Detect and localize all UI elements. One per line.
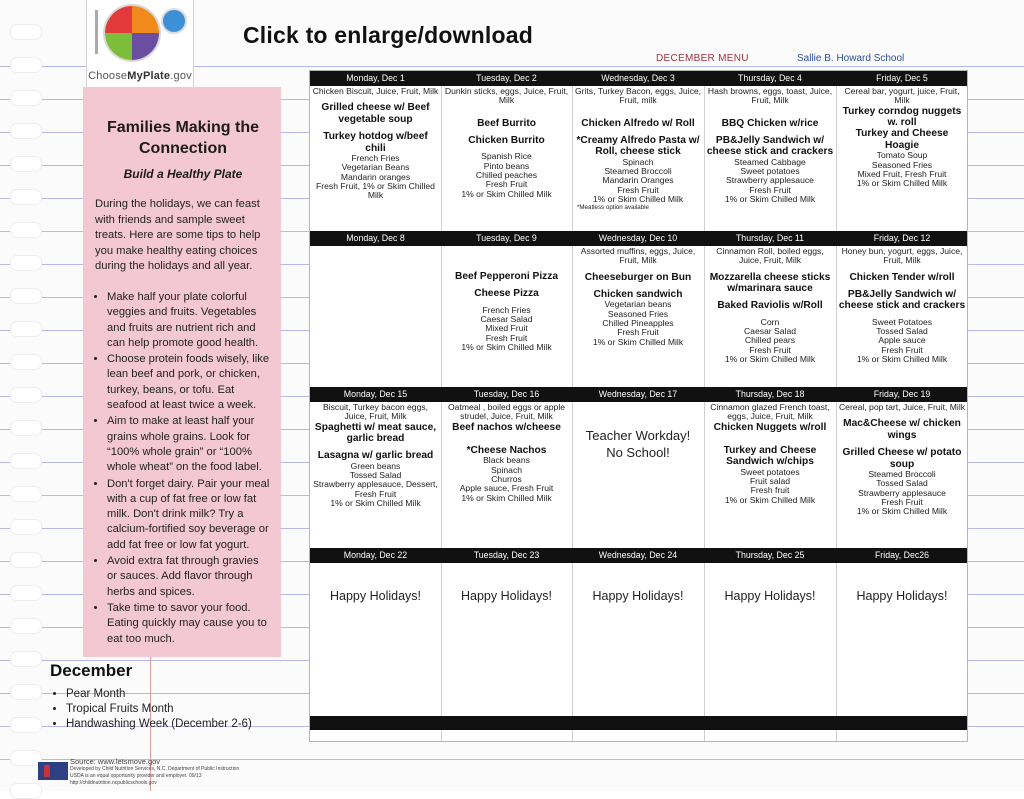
menu-item: Mandarin Oranges: [602, 175, 674, 186]
tip-item: • Take time to savor your food. Eating quickly may cause you to eat too much.: [107, 601, 271, 647]
menu-item: Tossed Salad: [349, 470, 402, 481]
menu-item: 1% or Skim Chilled Milk: [724, 354, 816, 364]
week-header: [310, 71, 967, 86]
holiday-notice: Happy Holidays!: [856, 589, 948, 603]
menu-item: French Fries: [351, 152, 400, 163]
december-observances: [50, 687, 252, 732]
column-divider: [836, 71, 837, 741]
binder-hole: [10, 255, 42, 271]
binder-hole: [10, 552, 42, 568]
entree-item: Chicken Nuggets w/roll: [713, 421, 827, 433]
binder-hole: [10, 123, 42, 139]
entree-item: Mac&Cheese w/ chicken wings: [843, 418, 961, 441]
menu-item: Mixed Fruit: [485, 323, 528, 334]
menu-item: Mandarin oranges: [340, 171, 411, 182]
binder-hole: [10, 585, 42, 601]
entree-item: Beef Burrito: [477, 117, 536, 129]
menu-item: Tossed Salad: [876, 478, 928, 489]
entree-item: BBQ Chicken w/rice: [721, 117, 819, 129]
day-header: Wednesday, Dec 3: [601, 73, 675, 83]
menu-item: Pinto beans: [483, 160, 530, 171]
entree-item: Turkey hotdog w/beef chili: [323, 131, 428, 154]
menu-item: Sweet potatoes: [740, 166, 800, 177]
menu-item: Cinnamon glazed French toast, eggs, Juice, Fruit, Milk: [710, 403, 830, 422]
choosemyplate-logo[interactable]: [86, 0, 194, 94]
menu-item: Fresh Fruit: [617, 327, 659, 338]
binder-hole: [10, 420, 42, 436]
menu-title: DECEMBER MENU: [656, 53, 749, 64]
menu-item: Assorted muffins, eggs, Juice, Fruit, Milk: [580, 247, 696, 266]
column-divider: [704, 71, 705, 741]
menu-item: Strawberry applesauce, Dessert, Fresh Fruit: [313, 479, 438, 499]
column-divider: [441, 71, 442, 741]
binder-hole: [10, 453, 42, 469]
menu-item: Fresh Fruit: [749, 344, 791, 355]
menu-item: Chilled pears: [744, 335, 796, 346]
holiday-notice: Happy Holidays!: [592, 589, 684, 603]
binder-hole: [10, 387, 42, 403]
menu-item: Sweet Potatoes: [871, 316, 933, 327]
entree-item: Chicken sandwich: [593, 289, 683, 300]
menu-item: Spanish Rice: [481, 151, 532, 162]
no-school-notice: Teacher Workday!: [585, 428, 691, 443]
dairy-cup-icon: [161, 8, 187, 34]
menu-item: Honey bun, yogurt, eggs, Juice, Fruit, Milk: [841, 247, 963, 266]
entree-item: PB&Jelly Sandwich w/ cheese stick and crackers: [838, 289, 966, 312]
menu-item: Chilled Pineapples: [602, 318, 674, 328]
menu-item: Seasoned Fries: [607, 308, 669, 319]
binder-hole: [10, 222, 42, 238]
menu-item: Cereal, pop tart, Juice, Fruit, Milk: [838, 403, 966, 412]
menu-item: Sweet potatoes: [740, 466, 800, 477]
menu-item: Steamed Broccoli: [868, 468, 936, 479]
menu-day-cell: [706, 564, 834, 715]
menu-day-cell: [443, 403, 570, 547]
school-name: Sallie B. Howard School: [797, 53, 905, 64]
binder-hole: [10, 783, 42, 799]
menu-item: 1% or Skim Chilled Milk: [330, 498, 421, 508]
day-header: Tuesday, Dec 16: [473, 389, 540, 399]
menu-day-cell: [838, 87, 966, 230]
enlarge-download-link[interactable]: Click to enlarge/download: [243, 22, 533, 48]
binder-hole: [10, 24, 42, 40]
entree-item: *Creamy Alfredo Pasta w/ Roll, cheese stick: [576, 135, 700, 158]
menu-item: Churros: [491, 474, 522, 484]
menu-item: Steamed Broccoli: [604, 166, 672, 177]
menu-day-cell: [443, 247, 570, 386]
menu-item: Fruit salad: [749, 476, 791, 487]
menu-day-cell: [838, 403, 966, 547]
week-header: [310, 548, 967, 563]
menu-item: Spinach: [622, 156, 654, 167]
source-line: Source: www.letsmove.gov: [70, 757, 161, 766]
menu-item: 1% or Skim Chilled Milk: [856, 506, 948, 517]
menu-note: *Meatless option available: [577, 204, 649, 212]
entree-item: Cheeseburger on Bun: [584, 271, 692, 283]
menu-item: 1% or Skim Chilled Milk: [592, 336, 684, 347]
day-header: Monday, Dec 1: [346, 73, 405, 83]
tip-item: • Aim to make at least half your grains whole grains. Look for “100% whole grain” or “100% whole wheat” on the food label.: [107, 414, 271, 475]
menu-item: 1% or Skim Chilled Milk: [461, 342, 552, 352]
entree-item: Chicken Burrito: [468, 135, 545, 146]
entree-item: Grilled Cheese w/ potato soup: [842, 447, 962, 470]
menu-day-cell: [443, 564, 570, 715]
entree-item: Chicken Tender w/roll: [849, 271, 955, 283]
day-header: Friday, Dec26: [874, 550, 930, 560]
menu-item: Apple sauce, Fresh Fruit: [459, 483, 554, 494]
menu-item: Fresh Fruit: [881, 344, 923, 355]
menu-item: 1% or Skim Chilled Milk: [724, 494, 816, 505]
day-header: Monday, Dec 8: [346, 233, 405, 243]
week-header: [310, 387, 967, 402]
menu-day-cell: [574, 403, 702, 547]
fork-icon: [95, 10, 98, 54]
december-heading: December: [50, 661, 133, 680]
source-line: Developed by Child Nutrition Services, N.C. Department of Public Instruction: [70, 766, 240, 772]
menu-item: Spinach: [490, 464, 523, 475]
menu-day-cell: [706, 403, 834, 547]
menu-day-cell: [574, 564, 702, 715]
entree-item: Cheese Pizza: [474, 288, 539, 300]
menu-item: Fresh Fruit: [881, 496, 923, 507]
menu-item: Fresh Fruit: [617, 184, 659, 195]
day-header: Tuesday, Dec 2: [476, 73, 537, 83]
menu-item: Cereal bar, yogurt, juice, Fruit, Milk: [844, 87, 960, 106]
tip-item: • Make half your plate colorful veggies and fruits. Vegetables and fruits are nutrient rich and can help promote good health.: [107, 290, 271, 351]
menu-item: Corn: [760, 316, 780, 327]
entree-item: Turkey and Cheese Sandwich w/chips: [723, 445, 817, 468]
column-divider: [572, 71, 573, 741]
tip-item: • Don't forget dairy. Pair your meal with a cup of fat free or low fat milk. Don't drink milk? Try a calcium-fortified soy beverage or add fat free or low fat yogurt.: [107, 477, 271, 553]
binder-hole: [10, 156, 42, 172]
menu-item: Biscuit, Turkey bacon eggs, Juice, Fruit, Milk: [322, 403, 429, 422]
menu-item: Tossed Salad: [876, 326, 928, 337]
source-line: USDA is an equal opportunity provider and employer. 09/13: [70, 773, 202, 779]
menu-item: Vegetarian beans: [604, 299, 672, 310]
binder-hole: [10, 90, 42, 106]
binder-hole: [10, 618, 42, 634]
menu-day-cell: [312, 564, 439, 715]
holiday-notice: Happy Holidays!: [724, 589, 816, 603]
menu-item: Caesar Salad: [743, 326, 797, 337]
menu-item: Seasoned Fries: [871, 159, 933, 170]
menu-item: Strawberry applesauce: [726, 175, 814, 186]
menu-item: Apple sauce: [878, 335, 926, 346]
entree-item: Spaghetti w/ meat sauce, garlic bread: [314, 421, 437, 444]
holiday-notice: Happy Holidays!: [460, 589, 552, 603]
entree-item: Chicken Alfredo w/ Roll: [581, 117, 695, 129]
menu-item: Fresh Fruit, 1% or Skim Chilled Milk: [316, 180, 435, 201]
menu-item: Fresh Fruit: [749, 184, 791, 195]
menu-day-cell: [312, 247, 439, 386]
observance-item: • Tropical Fruits Month: [66, 702, 252, 717]
panel-intro: During the holidays, we can feast with friends and sample sweet treats. Here are some tips to help you make healthy eating choices during the holidays and all year.: [95, 198, 261, 273]
menu-item: Fresh Fruit: [485, 179, 528, 190]
week-header: [310, 231, 967, 246]
binder-hole: [10, 354, 42, 370]
menu-item: Steamed Cabbage: [734, 156, 806, 167]
binder-hole: [10, 717, 42, 733]
logo-text: ChooseMyPlate.gov: [88, 70, 192, 82]
binder-hole: [10, 288, 42, 304]
no-school-notice: No School!: [606, 445, 670, 460]
entree-item: *Cheese Nachos: [466, 445, 547, 456]
menu-item: Cinnamon Roll, boiled eggs, Juice, Fruit, Milk: [716, 247, 824, 266]
healthy-plate-panel: [83, 87, 281, 657]
menu-calendar: [309, 70, 968, 742]
day-header: Tuesday, Dec 23: [473, 550, 540, 560]
day-header: Wednesday, Dec 10: [598, 233, 678, 243]
day-header: Friday, Dec 19: [873, 389, 931, 399]
entree-item: Beef nachos w/cheese: [452, 421, 561, 433]
entree-item: Mozzarella cheese sticks w/marinara sauce: [709, 271, 831, 294]
menu-item: Chilled peaches: [475, 170, 538, 180]
menu-item: 1% or Skim Chilled Milk: [724, 194, 816, 204]
menu-day-cell: [574, 247, 702, 386]
menu-day-cell: [706, 247, 834, 386]
day-header: Thursday, Dec 18: [735, 389, 805, 399]
day-header: Friday, Dec 5: [876, 73, 928, 83]
menu-item: Vegetarian Beans: [341, 162, 410, 173]
source-credits: [70, 757, 290, 787]
menu-item: Oatmeal , boiled eggs or apple strudel, Juice, Fruit, Milk: [447, 403, 566, 422]
holiday-notice: Happy Holidays!: [329, 589, 421, 603]
menu-item: 1% or Skim Chilled Milk: [592, 194, 684, 204]
menu-item: 1% or Skim Chilled Milk: [461, 188, 552, 199]
menu-day-cell: [312, 87, 439, 230]
binder-hole: [10, 321, 42, 337]
tip-item: • Choose protein foods wisely, like lean beef and pork, or chicken, turkey, beans, or tofu. Eat seafood at least twice a week.: [107, 352, 271, 413]
panel-title: Families Making the Connection: [106, 119, 260, 157]
observance-item: • Handwashing Week (December 2-6): [66, 717, 252, 732]
myplate-icon: [103, 4, 161, 62]
menu-item: Tomato Soup: [876, 150, 928, 161]
menu-item: Green beans: [350, 460, 401, 471]
menu-item: Caesar Salad: [480, 314, 533, 325]
menu-day-cell: [838, 564, 966, 715]
menu-item: Dunkin sticks, eggs, Juice, Fruit, Milk: [444, 87, 569, 106]
menu-item: Fresh Fruit: [485, 332, 528, 343]
binder-hole: [10, 519, 42, 535]
entree-item: Turkey corndog nuggets w. roll: [842, 105, 962, 128]
menu-item: Grits, Turkey Bacon, eggs, Juice, Fruit, milk: [574, 87, 702, 106]
day-header: Monday, Dec 22: [343, 550, 408, 560]
binder-hole: [10, 684, 42, 700]
binder-hole: [10, 486, 42, 502]
menu-day-cell: [574, 87, 702, 230]
menu-item: Hash browns, eggs, toast, Juice, Fruit, Milk: [707, 87, 833, 106]
binder-hole: [10, 189, 42, 205]
entree-item: Beef Pepperoni Pizza: [454, 271, 559, 282]
day-header: Thursday, Dec 25: [735, 550, 805, 560]
menu-item: Chicken Biscuit, Juice, Fruit, Milk: [312, 87, 439, 96]
menu-day-cell: [443, 87, 570, 230]
day-header: Wednesday, Dec 17: [598, 389, 678, 399]
menu-item: 1% or Skim Chilled Milk: [461, 492, 552, 503]
calendar-footer-bar: [310, 716, 967, 730]
day-header: Tuesday, Dec 9: [476, 233, 537, 243]
menu-item: Fresh fruit: [750, 485, 790, 496]
binder-hole: [10, 57, 42, 73]
day-header: Thursday, Dec 4: [738, 73, 802, 83]
menu-item: Black beans: [483, 455, 530, 466]
day-header: Monday, Dec 15: [343, 389, 408, 399]
source-line: http://childnutrition.ncpublicschools.gov: [70, 780, 157, 786]
menu-item: 1% or Skim Chilled Milk: [856, 354, 948, 364]
entree-item: PB&Jelly Sandwich w/ cheese stick and crackers: [706, 135, 834, 158]
day-header: Friday, Dec 12: [873, 233, 931, 243]
menu-item: Mixed Fruit, Fresh Fruit: [857, 168, 947, 179]
binder-hole: [10, 651, 42, 667]
observance-item: • Pear Month: [66, 687, 252, 702]
tip-item: • Avoid extra fat through gravies or sauces. Add flavor through herbs and spices.: [107, 554, 271, 600]
menu-day-cell: [706, 87, 834, 230]
dpi-logo: [38, 762, 68, 780]
menu-item: French Fries: [482, 304, 531, 315]
menu-day-cell: [312, 403, 439, 547]
entree-item: Grilled cheese w/ Beef vegetable soup: [321, 102, 430, 125]
entree-item: Lasagna w/ garlic bread: [317, 450, 434, 462]
entree-item: Turkey and Cheese Hoagie: [855, 128, 949, 151]
tips-list: [95, 290, 271, 647]
menu-day-cell: [838, 247, 966, 386]
day-header: Wednesday, Dec 24: [598, 550, 678, 560]
day-header: Thursday, Dec 11: [735, 233, 805, 243]
menu-item: 1% or Skim Chilled Milk: [856, 178, 948, 189]
entree-item: Baked Raviolis w/Roll: [717, 300, 823, 312]
menu-item: Strawberry applesauce: [858, 487, 946, 498]
panel-subtitle: Build a Healthy Plate: [123, 167, 243, 181]
